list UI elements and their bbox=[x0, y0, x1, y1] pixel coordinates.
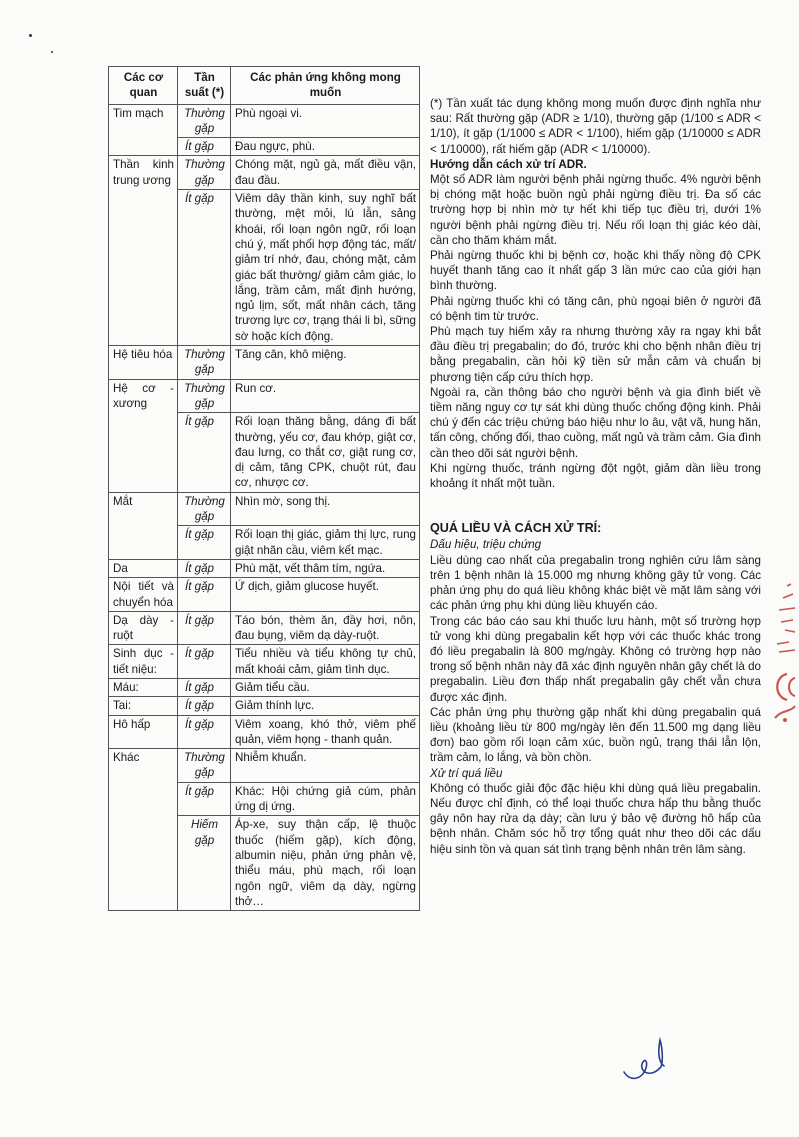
frequency-cell: Ít gặp bbox=[178, 611, 231, 645]
table-row bbox=[109, 559, 420, 577]
paragraph: Phải ngừng thuốc khi bị bệnh cơ, hoặc khi thấy nồng độ CPK huyết thanh tăng cao ít nhất gấp 3 lần mức cao của giới hạn bình thường. bbox=[430, 249, 761, 293]
frequency-cell: Ít gặp bbox=[178, 678, 231, 696]
paragraph: Phù mạch tuy hiếm xảy ra nhưng thường xảy ra ngay khi bắt đầu điều trị pregabalin; do đó, trước khi cho bệnh nhân điều trị bằng pregabalin, cần hỏi kỹ tiền sử mẫn cảm và chuẩn bị phương tiện cấp cứu thích hợp. bbox=[430, 325, 761, 384]
frequency-cell: Hiếm gặp bbox=[178, 816, 231, 911]
paragraph: Liều dùng cao nhất của pregabalin trong nghiên cứu lâm sàng trên 1 bệnh nhân là 15.000 mg nhưng không gây tử vong. Các phản ứng phụ do quá liều không khác biệt về mặt lâm sàng với các phản ứng phụ khi dùng liều khuyến cáo. bbox=[430, 553, 761, 613]
reaction-cell: Táo bón, thèm ăn, đầy hơi, nôn, đau bụng, viêm dạ dày-ruột. bbox=[231, 611, 420, 645]
paragraph: Trong các báo cáo sau khi thuốc lưu hành, một số trường hợp tử vong khi dùng pregabalin kết hợp với các thuốc khác trong đó liều pregabalin là 800 mg/ngày. Không có trường hợp nào trong số bệnh nhân này đã xác định nguyên nhân gây chết là do pregabalin. Liều đơn thấp nhất pregabalin gây chết vẫn chưa được xác định. bbox=[430, 614, 761, 704]
organ-cell: Sinh dục - tiết niệu: bbox=[109, 645, 178, 679]
frequency-cell: Ít gặp bbox=[178, 526, 231, 560]
reaction-cell: Giảm thính lực. bbox=[231, 697, 420, 715]
frequency-cell: Ít gặp bbox=[178, 697, 231, 715]
paragraph: Ngoài ra, cần thông báo cho người bệnh và gia đình biết về tiềm năng nguy cơ tự sát khi dùng thuốc chống động kinh. Phải chú ý đến các triệu chứng báo hiệu như lo âu, vật vã, hung hăn, tấn công, chống đối, thao cuồng, mất ngủ và trầm cảm. Gia đình cần theo dõi sát người bệnh. bbox=[430, 385, 761, 460]
table-row bbox=[109, 104, 420, 138]
reaction-cell: Viêm dây thần kinh, suy nghĩ bất thường, mệt mỏi, lú lẫn, sảng khoái, rối loạn ngôn ngữ, rối loạn chú ý, mất phối hợp động tác, mất/ giảm trí nhớ, đau, chóng mặt, cảm giác bất thường/ giảm cảm giác, lo lắng, trầm cảm, mất định hướng, ngủ lịm, sốt, mất nhân cách, tăng trương lực cơ, trạng thái li bì, sững sờ hoặc kích động. bbox=[231, 190, 420, 346]
organ-cell: Da bbox=[109, 559, 178, 577]
reaction-cell: Tăng cân, khô miệng. bbox=[231, 346, 420, 380]
organ-cell: Tim mạch bbox=[109, 104, 178, 156]
table-row bbox=[109, 645, 420, 679]
table-header-row bbox=[109, 67, 420, 105]
organ-cell: Thần kinh trung ương bbox=[109, 156, 178, 346]
red-stamp-fragment bbox=[765, 578, 799, 738]
organ-cell: Hô hấp bbox=[109, 715, 178, 749]
treatment-subheading: Xử trí quá liều bbox=[430, 766, 503, 780]
table-row bbox=[109, 678, 420, 696]
frequency-cell: Ít gặp bbox=[178, 138, 231, 156]
organ-cell: Khác bbox=[109, 749, 178, 911]
frequency-cell: Ít gặp bbox=[178, 645, 231, 679]
frequency-cell: Ít gặp bbox=[178, 413, 231, 492]
right-column bbox=[430, 96, 761, 857]
reaction-cell: Nhìn mờ, song thị. bbox=[231, 492, 420, 526]
frequency-cell: Thường gặp bbox=[178, 492, 231, 526]
header-organ: Các cơ quan bbox=[109, 67, 178, 105]
frequency-cell: Thường gặp bbox=[178, 104, 231, 138]
table-row bbox=[109, 715, 420, 749]
header-frequency: Tần suất (*) bbox=[178, 67, 231, 105]
reaction-cell: Phù ngoại vi. bbox=[231, 104, 420, 138]
reaction-cell: Áp-xe, suy thận cấp, lệ thuộc thuốc (hiếm gặp), kích động, albumin niệu, phản ứng phản vệ, thiểu máu, phù mạch, rối loạn ngôn ngữ, viêm dạ dày, ngừng thở… bbox=[231, 816, 420, 911]
frequency-cell: Thường gặp bbox=[178, 379, 231, 413]
organ-cell: Hệ cơ - xương bbox=[109, 379, 178, 492]
reaction-cell: Giảm tiểu cầu. bbox=[231, 678, 420, 696]
frequency-cell: Ít gặp bbox=[178, 578, 231, 612]
paragraph: Các phản ứng phụ thường gặp nhất khi dùng pregabalin quá liều (khoảng liều từ 800 mg/ngày lên đến 11.500 mg dạng liều đơn) bao gồm rối loạn cảm xúc, buồn ngủ, trạng thái lẫn lộn, trầm cảm, lo lắng, và bồn chồn. bbox=[430, 705, 761, 765]
frequency-cell: Thường gặp bbox=[178, 156, 231, 190]
table-row bbox=[109, 697, 420, 715]
reaction-cell: Viêm xoang, khó thở, viêm phế quản, viêm họng - thanh quản. bbox=[231, 715, 420, 749]
table-row bbox=[109, 492, 420, 526]
overdose-heading: QUÁ LIỀU VÀ CÁCH XỬ TRÍ: bbox=[430, 521, 602, 536]
organ-cell: Mắt bbox=[109, 492, 178, 559]
frequency-cell: Ít gặp bbox=[178, 715, 231, 749]
paragraph: Một số ADR làm người bệnh phải ngừng thuốc. 4% người bệnh bị chóng mặt hoặc buồn ngủ phải ngừng điều trị. Đa số các trường hợp bị nhìn mờ tự hết khi tiếp tục điều trị, dưới 1% người bệnh phải ngừng điều trị. Nếu rối loạn thị giác kéo dài, cần cho thăm khám mắt. bbox=[430, 173, 761, 247]
speck-dot bbox=[51, 51, 53, 53]
frequency-cell: Ít gặp bbox=[178, 190, 231, 346]
reaction-cell: Rối loạn thăng bằng, dáng đi bất thường, yếu cơ, đau khớp, giật cơ, đau lưng, co thắt cơ, giật rung cơ, dị cảm, tăng CPK, chuột rút, đau cơ, nhược cơ. bbox=[231, 413, 420, 492]
organ-cell: Nội tiết và chuyển hóa bbox=[109, 578, 178, 612]
table-row bbox=[109, 578, 420, 612]
frequency-footnote: (*) Tần xuất tác dụng không mong muốn được định nghĩa như sau: Rất thường gặp (ADR ≥ 1/10), thường gặp (1/100 ≤ ADR < 1/10), ít gặp (1/1000 ≤ ADR < 1/100), hiếm gặp (1/10000 ≤ ADR < 1/10000), rất hiếm gặp (ADR < 1/10000). bbox=[430, 97, 761, 156]
reaction-cell: Tiểu nhiều và tiểu không tự chủ, mất khoái cảm, giảm tình dục. bbox=[231, 645, 420, 679]
reaction-cell: Nhiễm khuẩn. bbox=[231, 749, 420, 783]
reaction-cell: Run cơ. bbox=[231, 379, 420, 413]
frequency-cell: Thường gặp bbox=[178, 346, 231, 380]
organ-cell: Máu: bbox=[109, 678, 178, 696]
reaction-cell: Rối loạn thị giác, giảm thị lực, rung giật nhãn cầu, viêm kết mạc. bbox=[231, 526, 420, 560]
frequency-cell: Ít gặp bbox=[178, 782, 231, 816]
table-row bbox=[109, 379, 420, 413]
frequency-cell: Ít gặp bbox=[178, 559, 231, 577]
adverse-reactions-table bbox=[108, 66, 420, 911]
header-reactions: Các phản ứng không mong muốn bbox=[231, 67, 420, 105]
table-row bbox=[109, 156, 420, 190]
paragraph: Phải ngừng thuốc khi có tăng cân, phù ngoại biên ở người đã có bệnh tim từ trước. bbox=[430, 294, 761, 323]
organ-cell: Dạ dày - ruột bbox=[109, 611, 178, 645]
reaction-cell: Đau ngực, phù. bbox=[231, 138, 420, 156]
reaction-cell: Ứ dịch, giảm glucose huyết. bbox=[231, 578, 420, 612]
frequency-cell: Thường gặp bbox=[178, 749, 231, 783]
speck-dot bbox=[29, 34, 32, 37]
adr-management-heading: Hướng dẫn cách xử trí ADR. bbox=[430, 157, 587, 171]
organ-cell: Hệ tiêu hóa bbox=[109, 346, 178, 380]
reaction-cell: Chóng mặt, ngủ gà, mất điều vận, đau đầu. bbox=[231, 156, 420, 190]
organ-cell: Tai: bbox=[109, 697, 178, 715]
reaction-cell: Phù mặt, vết thâm tím, ngứa. bbox=[231, 559, 420, 577]
table-row bbox=[109, 346, 420, 380]
signs-subheading: Dấu hiệu, triệu chứng bbox=[430, 538, 542, 552]
handwritten-signature bbox=[620, 1030, 680, 1085]
paragraph: Không có thuốc giải độc đặc hiệu khi dùng quá liều pregabalin. Nếu được chỉ định, có thể loại thuốc chưa hấp thu bằng thuốc gây nôn hay rửa dạ dày; cần lưu ý bảo vệ đường hô hấp của bệnh nhân. Chăm sóc hỗ trợ tổng quát như theo dõi các dấu hiệu sinh tồn và quan sát tình trạng bệnh nhân trên lâm sàng. bbox=[430, 781, 761, 856]
reaction-cell: Khác: Hội chứng giả cúm, phản ứng dị ứng. bbox=[231, 782, 420, 816]
paragraph: Khi ngừng thuốc, tránh ngừng đột ngột, giảm dần liều trong khoảng ít nhất một tuần. bbox=[430, 461, 761, 491]
table-row bbox=[109, 749, 420, 783]
table-row bbox=[109, 611, 420, 645]
